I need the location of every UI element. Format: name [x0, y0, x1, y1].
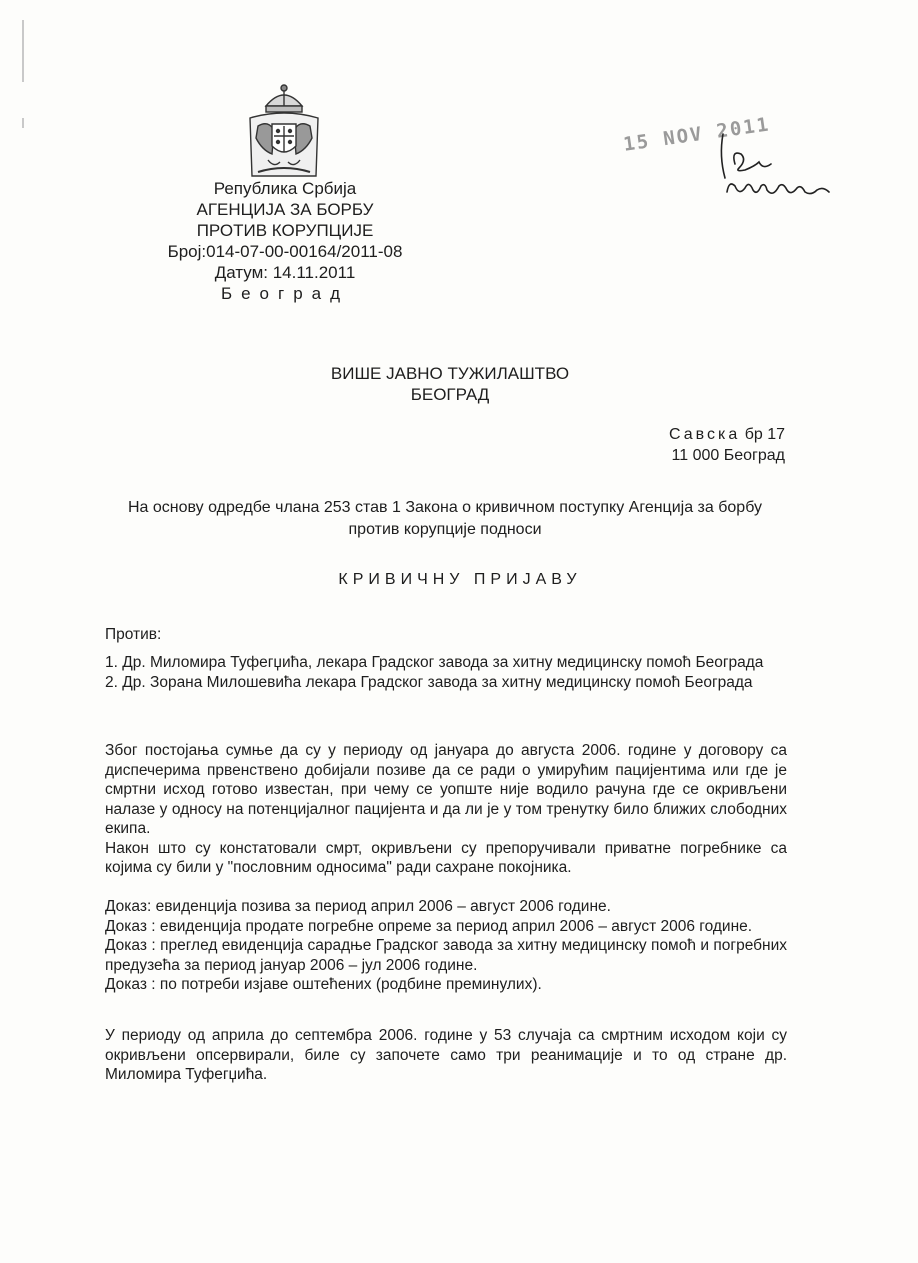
accused-item-1: 1. Др. Миломира Туфегџића, лекара Градског завода за хитну медицинску помоћ Београда [105, 654, 764, 671]
accused-item-2: 2. Др. Зорана Милошевића лекара Градског завода за хитну медицинску помоћ Београда [105, 673, 753, 691]
republic-name: Република Србија [213, 179, 357, 198]
intro-paragraph [100, 497, 790, 541]
addressee-name: ВИШЕ ЈАВНО ТУЖИЛАШТВО [330, 364, 570, 383]
evidence-item-2: Доказ : евиденција продате погребне опреме за период април 2006 – август 2006 године. [105, 917, 753, 935]
closing-paragraph: У периоду од априла до септембра 2006. године у 53 случаја са смртним исходом који су окривљени опсервирали, биле су започете само три реанимације и то од стране др. Миломира Туфегџића. [105, 1027, 787, 1083]
agency-name-line1: АГЕНЦИЈА ЗА БОРБУ [196, 200, 374, 219]
street-name: Савска [669, 426, 741, 443]
addressee-block [300, 363, 600, 405]
reference-number: Број:014-07-00-00164/2011-08 [167, 242, 403, 261]
postal-city: 11 000 Београд [671, 447, 785, 464]
issuer-block [150, 178, 420, 304]
intro-line-1: На основу одредбе члана 253 став 1 Закона о кривичном поступку Агенција за борбу [128, 499, 762, 516]
street-number: бр 17 [744, 426, 785, 443]
document-title: КРИВИЧНУ ПРИЈАВУ [338, 571, 582, 588]
evidence-list [105, 897, 787, 995]
scan-mark-mid [22, 118, 24, 128]
suspicion-followup: Након што су констатовали смрт, окривљени су препоручивали приватне погребнике са којима су били у "пословним односима" ради сахране покојника. [105, 839, 787, 876]
suspicion-text: Због постојања сумње да су у периоду од јануара до августа 2006. године у договору са диспечерима првенствено добијали позиве да се ради о умирућим пацијентима или где је смртни исход готово известан, при чему се уопште није водило рачуна где се окривљени налазе у односу на потенцијалног пацијента и да ли је у том тренутку било ближих слободних екипа. [105, 742, 787, 837]
intro-line-2: против корупције подноси [348, 521, 542, 538]
addressee-address [580, 424, 785, 466]
suspicion-paragraph [105, 741, 787, 878]
addressee-city: БЕОГРАД [410, 385, 490, 404]
scan-mark-top [22, 20, 24, 82]
against-label: Против: [105, 626, 162, 643]
accused-list [105, 653, 787, 692]
evidence-item-4: Доказ : по потреби изјаве оштећених (родбине преминулих). [105, 976, 542, 993]
agency-name-line2: ПРОТИВ КОРУПЦИЈЕ [196, 221, 374, 240]
issuer-city: Београд [220, 284, 350, 303]
evidence-item-3: Доказ : преглед евиденција сарадње Градског завода за хитну медицинску помоћ и погребних предузећа за период јануар 2006 – јул 2006 године. [105, 937, 787, 974]
coat-of-arms-icon [244, 82, 324, 180]
document-date: Датум: 14.11.2011 [214, 263, 356, 282]
handwritten-signature [705, 126, 835, 206]
evidence-item-1: Доказ: евиденција позива за период април 2006 – август 2006 године. [105, 898, 611, 915]
received-stamp: 15 NOV 2011 [622, 113, 772, 156]
